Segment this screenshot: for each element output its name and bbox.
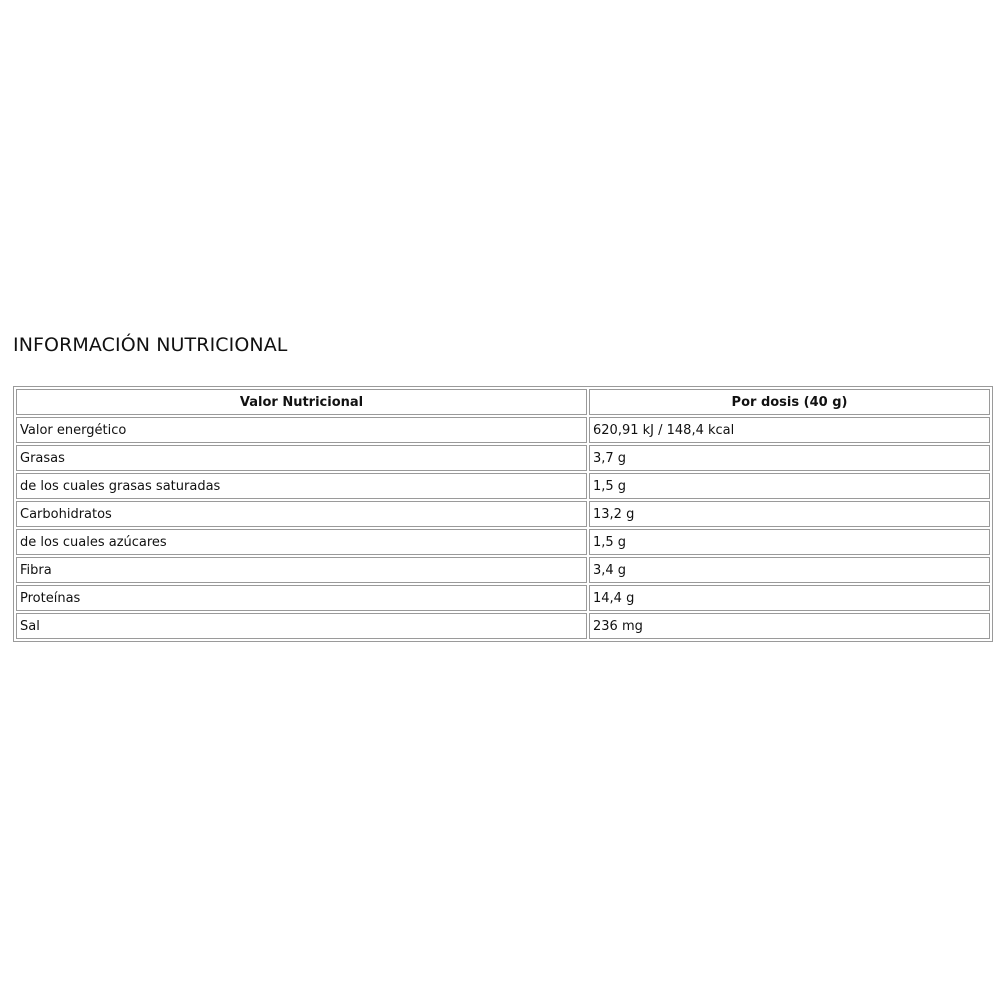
nutrient-name: Fibra — [16, 557, 587, 583]
nutrient-name: Carbohidratos — [16, 501, 587, 527]
nutrient-name: de los cuales azúcares — [16, 529, 587, 555]
table-row — [16, 417, 990, 443]
nutrient-name: de los cuales grasas saturadas — [16, 473, 587, 499]
page-title: INFORMACIÓN NUTRICIONAL — [13, 334, 288, 356]
table-row — [16, 585, 990, 611]
table-row — [16, 529, 990, 555]
column-header-nutrient: Valor Nutricional — [16, 389, 587, 415]
nutrient-value: 14,4 g — [589, 585, 990, 611]
nutrient-value: 1,5 g — [589, 529, 990, 555]
nutrient-value: 3,4 g — [589, 557, 990, 583]
nutrient-value: 1,5 g — [589, 473, 990, 499]
table-row — [16, 557, 990, 583]
nutrient-name: Sal — [16, 613, 587, 639]
nutrition-table — [13, 386, 993, 642]
nutrient-name: Grasas — [16, 445, 587, 471]
table-row — [16, 473, 990, 499]
nutrient-value: 13,2 g — [589, 501, 990, 527]
nutrient-name: Proteínas — [16, 585, 587, 611]
nutrient-name: Valor energético — [16, 417, 587, 443]
column-header-per-dose: Por dosis (40 g) — [589, 389, 990, 415]
nutrient-value: 236 mg — [589, 613, 990, 639]
table-row — [16, 613, 990, 639]
table-header-row — [16, 389, 990, 415]
table-row — [16, 501, 990, 527]
nutrient-value: 3,7 g — [589, 445, 990, 471]
table-row — [16, 445, 990, 471]
nutrient-value: 620,91 kJ / 148,4 kcal — [589, 417, 990, 443]
